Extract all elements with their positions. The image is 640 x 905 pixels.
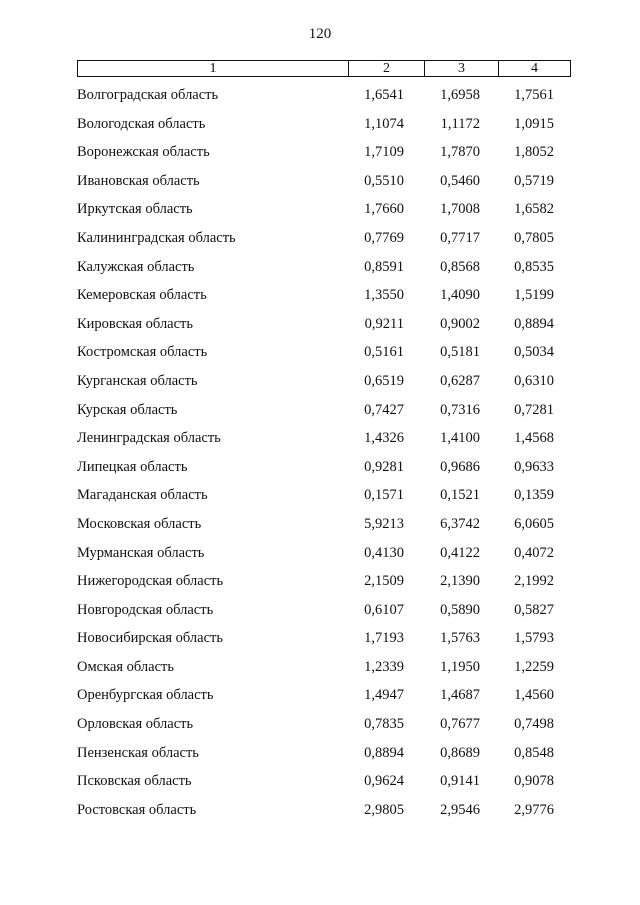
region-name: Оренбургская область: [77, 687, 214, 704]
value-col-3: 0,7316: [440, 401, 480, 418]
region-name: Магаданская область: [77, 487, 208, 504]
region-name: Курская область: [77, 401, 178, 418]
table-row: [0, 143, 640, 172]
table-row: [0, 801, 640, 830]
value-col-2: 0,4130: [364, 544, 404, 561]
table-row: [0, 686, 640, 715]
value-col-3: 1,7008: [440, 201, 480, 218]
value-col-4: 0,8548: [514, 744, 554, 761]
value-col-3: 1,4090: [440, 287, 480, 304]
table-row: [0, 515, 640, 544]
value-col-4: 1,5199: [514, 287, 554, 304]
region-name: Омская область: [77, 658, 174, 675]
value-col-4: 0,5034: [514, 344, 554, 361]
value-col-2: 1,7109: [364, 144, 404, 161]
value-col-4: 1,5793: [514, 630, 554, 647]
value-col-2: 0,8591: [364, 258, 404, 275]
value-col-4: 1,6582: [514, 201, 554, 218]
value-col-2: 0,5510: [364, 172, 404, 189]
value-col-4: 0,8535: [514, 258, 554, 275]
value-col-4: 0,7805: [514, 229, 554, 246]
value-col-3: 0,5460: [440, 172, 480, 189]
value-col-2: 0,9281: [364, 458, 404, 475]
value-col-4: 0,6310: [514, 372, 554, 389]
value-col-2: 1,1074: [364, 115, 404, 132]
value-col-3: 0,9002: [440, 315, 480, 332]
value-col-4: 0,5827: [514, 601, 554, 618]
table-row: [0, 315, 640, 344]
value-col-4: 1,0915: [514, 115, 554, 132]
table-row: [0, 458, 640, 487]
table-row: [0, 601, 640, 630]
region-name: Ростовская область: [77, 801, 197, 818]
value-col-2: 2,1509: [364, 573, 404, 590]
value-col-3: 0,8568: [440, 258, 480, 275]
region-name: Калужская область: [77, 258, 195, 275]
region-name: Нижегородская область: [77, 573, 224, 590]
value-col-2: 0,6519: [364, 372, 404, 389]
region-name: Калининградская область: [77, 229, 236, 246]
table-row: [0, 772, 640, 801]
value-col-4: 2,1992: [514, 573, 554, 590]
value-col-4: 0,8894: [514, 315, 554, 332]
value-col-4: 0,7498: [514, 716, 554, 733]
value-col-2: 1,3550: [364, 287, 404, 304]
column-header-4: 4: [531, 61, 538, 76]
table-row: [0, 744, 640, 773]
value-col-2: 0,8894: [364, 744, 404, 761]
value-col-4: 1,4560: [514, 687, 554, 704]
table-row: [0, 172, 640, 201]
value-col-2: 1,7193: [364, 630, 404, 647]
table-row: [0, 286, 640, 315]
region-name: Вологодская область: [77, 115, 206, 132]
table-row: [0, 343, 640, 372]
value-col-2: 0,5161: [364, 344, 404, 361]
value-col-4: 0,7281: [514, 401, 554, 418]
column-header-3: 3: [425, 61, 499, 76]
table-row: [0, 372, 640, 401]
value-col-4: 1,2259: [514, 658, 554, 675]
value-col-3: 1,7870: [440, 144, 480, 161]
value-col-3: 0,1521: [440, 487, 480, 504]
column-header-row: [77, 60, 571, 77]
value-col-2: 1,7660: [364, 201, 404, 218]
value-col-2: 2,9805: [364, 801, 404, 818]
region-name: Иркутская область: [77, 201, 193, 218]
region-name: Новосибирская область: [77, 630, 223, 647]
table-row: [0, 572, 640, 601]
value-col-3: 1,6958: [440, 87, 480, 103]
value-col-4: 6,0605: [514, 515, 554, 532]
value-col-3: 1,4687: [440, 687, 480, 704]
value-col-3: 6,3742: [440, 515, 480, 532]
region-name: Липецкая область: [77, 458, 188, 475]
value-col-2: 5,9213: [364, 515, 404, 532]
region-name: Ленинградская область: [77, 430, 221, 447]
value-col-3: 1,4100: [440, 430, 480, 447]
value-col-3: 0,7717: [440, 229, 480, 246]
table-row: [0, 115, 640, 144]
value-col-3: 2,1390: [440, 573, 480, 590]
value-col-2: 1,6541: [364, 87, 404, 103]
value-col-2: 0,1571: [364, 487, 404, 504]
value-col-4: 0,5719: [514, 172, 554, 189]
value-col-2: 0,7769: [364, 229, 404, 246]
value-col-3: 0,9686: [440, 458, 480, 475]
table-body: [0, 86, 640, 829]
value-col-4: 0,1359: [514, 487, 554, 504]
table-row: [0, 486, 640, 515]
region-name: Пензенская область: [77, 744, 199, 761]
value-col-2: 0,7427: [364, 401, 404, 418]
value-col-3: 1,1950: [440, 658, 480, 675]
value-col-3: 2,9546: [440, 801, 480, 818]
region-name: Новгородская область: [77, 601, 214, 618]
value-col-3: 0,5890: [440, 601, 480, 618]
table-row: [0, 258, 640, 287]
value-col-3: 0,8689: [440, 744, 480, 761]
value-col-4: 0,4072: [514, 544, 554, 561]
value-col-4: 2,9776: [514, 801, 554, 818]
region-name: Волгоградская область: [77, 87, 219, 103]
region-name: Московская область: [77, 515, 202, 532]
page-number: 120: [308, 26, 332, 42]
value-col-2: 0,9211: [364, 315, 404, 332]
value-col-2: 1,2339: [364, 658, 404, 675]
table-row: [0, 86, 640, 115]
value-col-3: 0,5181: [440, 344, 480, 361]
value-col-4: 0,9633: [514, 458, 554, 475]
region-name: Псковская область: [77, 773, 192, 790]
value-col-4: 1,8052: [514, 144, 554, 161]
region-name: Кемеровская область: [77, 287, 207, 304]
value-col-4: 1,7561: [514, 87, 554, 103]
table-row: [0, 544, 640, 573]
table-row: [0, 401, 640, 430]
value-col-3: 1,1172: [440, 115, 480, 132]
value-col-3: 0,4122: [440, 544, 480, 561]
region-name: Ивановская область: [77, 172, 200, 189]
value-col-2: 0,9624: [364, 773, 404, 790]
value-col-2: 0,6107: [364, 601, 404, 618]
region-name: Костромская область: [77, 344, 208, 361]
column-header-2: 2: [349, 61, 425, 76]
value-col-4: 1,4568: [514, 430, 554, 447]
value-col-3: 0,6287: [440, 372, 480, 389]
column-header-1: 1: [78, 61, 349, 76]
table-row: [0, 658, 640, 687]
value-col-3: 1,5763: [440, 630, 480, 647]
region-name: Орловская область: [77, 716, 194, 733]
table-row: [0, 200, 640, 229]
region-name: Кировская область: [77, 315, 194, 332]
region-name: Курганская область: [77, 372, 198, 389]
value-col-2: 1,4947: [364, 687, 404, 704]
table-row: [0, 429, 640, 458]
table-row: [0, 229, 640, 258]
value-col-4: 0,9078: [514, 773, 554, 790]
value-col-3: 0,7677: [440, 716, 480, 733]
value-col-2: 1,4326: [364, 430, 404, 447]
table-row: [0, 715, 640, 744]
value-col-2: 0,7835: [364, 716, 404, 733]
region-name: Мурманская область: [77, 544, 205, 561]
table-row: [0, 629, 640, 658]
region-name: Воронежская область: [77, 144, 210, 161]
value-col-3: 0,9141: [440, 773, 480, 790]
